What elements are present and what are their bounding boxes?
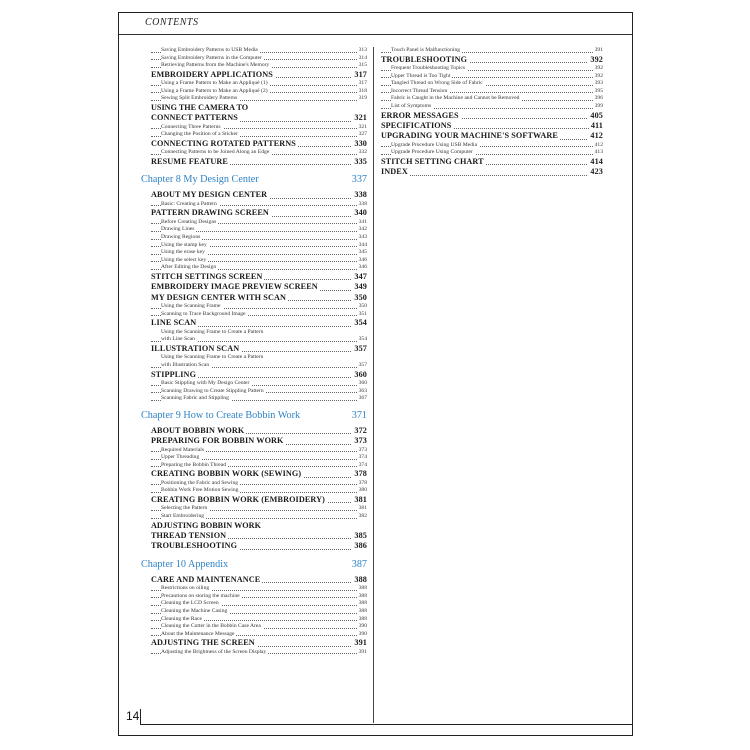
- toc-entry-title: Using the Scanning Frame to Create a Pattern: [161, 354, 264, 361]
- toc-entry-page: 381: [354, 494, 367, 504]
- toc-entry: [151, 531, 367, 541]
- toc-entry-page: 392: [594, 65, 603, 71]
- toc-entry: [151, 131, 367, 139]
- toc-entry: [151, 208, 367, 218]
- toc-entry: [151, 293, 367, 303]
- toc-entry: [151, 234, 367, 242]
- toc-entry: [151, 426, 367, 436]
- toc-entry-title: with Line Scan: [161, 336, 195, 343]
- toc-entry: [151, 103, 367, 113]
- toc-entry-title: Positioning the Fabric and Sewing: [161, 479, 239, 486]
- toc-entry: [151, 264, 367, 272]
- toc-entry-title: USING THE CAMERA TO: [151, 102, 249, 112]
- toc-entry: [151, 113, 367, 123]
- toc-entry-page: 340: [354, 208, 367, 218]
- toc-entry-title: Basic: Creating a Pattern: [161, 200, 217, 207]
- toc-chapter-entry: [141, 558, 367, 572]
- toc-entry-page: 371: [351, 409, 367, 421]
- toc-entry-title: Start Embroidering: [161, 512, 205, 519]
- toc-entry-page: 317: [354, 69, 367, 79]
- toc-entry: [151, 311, 367, 319]
- toc-entry-title: Saving Embroidery Patterns in the Computer: [161, 54, 262, 61]
- toc-entry-page: 388: [358, 600, 367, 607]
- toc-entry-page: 392: [594, 72, 603, 79]
- toc-entry: [151, 505, 367, 513]
- toc-entry-page: 374: [358, 461, 367, 468]
- toc-entry-page: 392: [590, 54, 603, 64]
- toc-entry-page: 411: [590, 120, 603, 130]
- toc-entry: [381, 149, 603, 157]
- toc-entry: [151, 480, 367, 488]
- toc-entry: [381, 95, 603, 103]
- toc-entry: [151, 380, 367, 388]
- toc-entry-page: 342: [358, 226, 367, 233]
- toc-entry-page: 405: [590, 110, 603, 120]
- toc-entry: [151, 575, 367, 585]
- toc-entry-title: Bobbin Work Free Motion Sewing: [161, 487, 239, 494]
- toc-entry-page: 349: [354, 282, 367, 292]
- toc-entry: [151, 616, 367, 624]
- toc-entry-page: 346: [358, 256, 367, 263]
- toc-entry: [151, 190, 367, 200]
- toc-entry: [151, 62, 367, 70]
- toc-entry: [151, 585, 367, 593]
- toc-entry-title: Upper Threading: [161, 454, 200, 461]
- toc-entry-title: Precautions on storing the machine: [161, 592, 240, 599]
- toc-entry: [151, 242, 367, 250]
- toc-entry-page: 354: [358, 336, 367, 343]
- toc-entry-title: Drawing Lines: [161, 226, 195, 233]
- toc-entry: [151, 513, 367, 521]
- toc-entry-page: 346: [358, 264, 367, 271]
- toc-entry: [151, 436, 367, 446]
- toc-entry: [151, 521, 367, 531]
- toc-entry: [151, 329, 367, 337]
- footer-rule: [140, 724, 633, 725]
- toc-entry-page: 385: [354, 530, 367, 540]
- toc-entry: [151, 282, 367, 292]
- toc-entry-page: 338: [354, 190, 367, 200]
- toc-entry-title: Using the select key: [161, 256, 207, 263]
- toc-entry: [151, 362, 367, 370]
- toc-entry: [381, 111, 603, 121]
- toc-entry-title: Using the stamp key: [161, 241, 207, 248]
- toc-entry-title: STITCH SETTINGS SCREEN: [151, 271, 263, 281]
- toc-entry-page: 330: [354, 138, 367, 148]
- toc-entry-page: 388: [358, 615, 367, 622]
- toc-entry: [381, 55, 603, 65]
- toc-entry-title: EMBROIDERY APPLICATIONS: [151, 69, 273, 79]
- toc-entry-page: 337: [351, 174, 367, 186]
- toc-entry-title: Frequent Troubleshooting Topics: [391, 65, 466, 71]
- toc-entry-title: Cleaning the LCD Screen: [161, 600, 219, 607]
- toc-entry-page: 319: [358, 95, 367, 102]
- toc-entry: [151, 47, 367, 55]
- toc-entry-page: 351: [358, 310, 367, 317]
- toc-entry-title: Sewing Split Embroidery Patterns: [161, 95, 238, 102]
- toc-entry-page: 399: [594, 102, 603, 109]
- toc-entry-title: Adjusting the Brightness of the Screen Display: [161, 648, 267, 655]
- toc-entry: [151, 139, 367, 149]
- toc-entry-page: 412: [594, 141, 603, 148]
- toc-entry-title: After Editing the Design: [161, 264, 217, 271]
- toc-entry-title: STIPPLING: [151, 369, 197, 379]
- toc-entry-title: PATTERN DRAWING SCREEN: [151, 208, 269, 218]
- toc-entry-page: 332: [358, 149, 367, 156]
- toc-entry-page: 390: [358, 623, 367, 630]
- toc-entry: [151, 149, 367, 157]
- toc-entry-title: Chapter 8 My Design Center: [141, 174, 259, 186]
- toc-entry-title: Selecting the Pattern: [161, 505, 208, 512]
- toc-entry-title: SPECIFICATIONS: [381, 120, 452, 130]
- toc-entry-title: STITCH SETTING CHART: [381, 156, 484, 166]
- toc-entry-title: Upgrade Procedure Using Computer: [391, 149, 473, 156]
- footer-tick: [140, 709, 141, 725]
- toc-entry-page: 414: [590, 156, 603, 166]
- toc-entry-page: 378: [358, 479, 367, 486]
- toc-entry: [381, 73, 603, 81]
- toc-entry-title: Using a Frame Pattern to Make an Appliqué (2): [161, 87, 268, 94]
- toc-entry: [151, 124, 367, 132]
- toc-entry-title: Basic Stippling with My Design Center: [161, 379, 250, 386]
- page-header-title: CONTENTS: [145, 17, 199, 28]
- toc-entry-page: 360: [354, 369, 367, 379]
- toc-entry-title: Tangled Thread on Wrong Side of Fabric: [391, 80, 483, 87]
- toc-entry-title: Using the Scanning Frame to Create a Pattern: [161, 328, 264, 335]
- column-divider: [373, 47, 374, 723]
- toc-chapter-entry: [141, 173, 367, 187]
- toc-entry-title: TROUBLESHOOTING: [151, 541, 238, 551]
- toc-entry: [151, 370, 367, 380]
- toc-entry-title: ERROR MESSAGES: [381, 110, 459, 120]
- toc-entry-page: 390: [358, 630, 367, 637]
- toc-entry-page: 350: [358, 303, 367, 310]
- toc-entry-title: INDEX: [381, 167, 408, 177]
- toc-entry: [151, 80, 367, 88]
- toc-entry: [151, 495, 367, 505]
- toc-entry-title: Before Creating Designs: [161, 218, 217, 225]
- toc-entry-title: Upper Thread is Too Tight: [391, 72, 451, 79]
- toc-entry-title: ABOUT MY DESIGN CENTER: [151, 190, 268, 200]
- toc-entry-title: Incorrect Thread Tension: [391, 87, 448, 94]
- toc-entry-page: 374: [358, 454, 367, 461]
- toc-entry-page: 373: [358, 446, 367, 453]
- toc-entry: [381, 167, 603, 177]
- toc-entry-title: CREATING BOBBIN WORK (EMBROIDERY): [151, 494, 325, 504]
- toc-entry: [151, 70, 367, 80]
- toc-entry-page: 357: [354, 343, 367, 353]
- toc-entry: [151, 623, 367, 631]
- toc-entry-title: UPGRADING YOUR MACHINE'S SOFTWARE: [381, 131, 558, 141]
- toc-entry-page: 317: [358, 80, 367, 87]
- toc-entry: [151, 226, 367, 234]
- toc-entry-title: CONNECT PATTERNS: [151, 113, 238, 123]
- toc-entry: [151, 631, 367, 639]
- toc-entry: [151, 157, 367, 167]
- toc-entry: [151, 608, 367, 616]
- toc-entry-title: TROUBLESHOOTING: [381, 54, 468, 64]
- toc-entry-title: MY DESIGN CENTER WITH SCAN: [151, 292, 286, 302]
- toc-entry-title: Upgrade Procedure Using USB Media: [391, 141, 478, 148]
- toc-entry-page: 345: [358, 249, 367, 256]
- toc-entry-page: 391: [358, 648, 367, 655]
- toc-entry: [151, 462, 367, 470]
- toc-entry-title: Scanning to Trace Background Image: [161, 310, 246, 317]
- toc-entry-title: Scanning Drawing to Create Stippling Pattern: [161, 387, 264, 394]
- toc-entry-title: Changing the Position of a Sticker: [161, 131, 238, 138]
- toc-entry-title: Scanning Fabric and Stippling: [161, 395, 229, 402]
- toc-entry-title: ADJUSTING THE SCREEN: [151, 638, 255, 648]
- toc-entry: [151, 469, 367, 479]
- toc-entry-page: 327: [358, 131, 367, 138]
- toc-entry-title: Chapter 9 How to Create Bobbin Work: [141, 409, 301, 421]
- toc-entry-page: 391: [354, 638, 367, 648]
- toc-entry-page: 412: [590, 131, 603, 141]
- toc-entry: [151, 257, 367, 265]
- toc-entry-title: Connecting Three Patterns: [161, 123, 221, 130]
- toc-entry-page: 372: [354, 425, 367, 435]
- toc-entry-page: 341: [358, 218, 367, 225]
- toc-entry-title: Retrieving Patterns from the Machine's Memory: [161, 62, 270, 69]
- toc-entry-title: Chapter 10 Appendix: [141, 558, 229, 570]
- toc-entry-title: EMBROIDERY IMAGE PREVIEW SCREEN: [151, 282, 318, 292]
- toc-entry: [151, 249, 367, 257]
- toc-entry: [151, 447, 367, 455]
- toc-entry: [151, 88, 367, 96]
- toc-right-column: [381, 47, 603, 178]
- dot-leader: [381, 175, 603, 176]
- toc-entry-page: 388: [358, 607, 367, 614]
- toc-entry-page: 314: [358, 54, 367, 61]
- toc-entry: [151, 344, 367, 354]
- toc-entry-page: 335: [354, 156, 367, 166]
- toc-entry-page: 388: [358, 585, 367, 592]
- toc-entry-title: About the Maintenance Message: [161, 630, 235, 637]
- toc-entry-page: 386: [354, 541, 367, 551]
- toc-entry-page: 391: [594, 47, 603, 53]
- toc-entry-page: 343: [358, 233, 367, 240]
- toc-entry-page: 378: [354, 469, 367, 479]
- toc-entry-title: List of Symptoms: [391, 102, 432, 109]
- toc-entry-page: 360: [358, 379, 367, 386]
- toc-entry-title: Cleaning the Machine Casing: [161, 607, 228, 614]
- toc-entry-title: CREATING BOBBIN WORK (SEWING): [151, 469, 302, 479]
- toc-entry: [151, 600, 367, 608]
- toc-entry-page: 367: [358, 395, 367, 402]
- toc-entry-page: 395: [594, 87, 603, 94]
- toc-chapter-entry: [141, 409, 367, 423]
- toc-entry-page: 393: [594, 80, 603, 87]
- toc-entry-page: 381: [358, 505, 367, 512]
- toc-entry-page: 350: [354, 292, 367, 302]
- toc-entry-title: Preparing the Bobbin Thread: [161, 461, 226, 468]
- toc-entry-page: 387: [351, 558, 367, 570]
- toc-entry: [381, 142, 603, 150]
- toc-entry-title: Cleaning the Cutter in the Bobbin Case Area: [161, 623, 261, 630]
- toc-entry-title: Using a Frame Pattern to Make an Appliqué (1): [161, 80, 268, 87]
- toc-entry-page: 318: [358, 87, 367, 94]
- toc-entry-title: ABOUT BOBBIN WORK: [151, 425, 245, 435]
- toc-entry-page: 388: [358, 592, 367, 599]
- toc-entry: [151, 454, 367, 462]
- toc-entry-page: 347: [354, 271, 367, 281]
- toc-entry: [151, 487, 367, 495]
- toc-entry: [151, 55, 367, 63]
- toc-entry-title: PREPARING FOR BOBBIN WORK: [151, 436, 284, 446]
- toc-entry: [151, 649, 367, 657]
- toc-entry-title: Connecting Patterns to be Joined Along an Edge: [161, 149, 270, 156]
- toc-entry-page: 373: [354, 436, 367, 446]
- toc-entry-title: RESUME FEATURE: [151, 156, 228, 166]
- toc-entry-page: 363: [358, 387, 367, 394]
- toc-entry-title: ADJUSTING BOBBIN WORK: [151, 520, 261, 530]
- toc-page: [118, 12, 633, 736]
- toc-entry-page: 354: [354, 318, 367, 328]
- toc-entry-page: 396: [594, 95, 603, 102]
- toc-entry-title: Required Materials: [161, 446, 205, 453]
- toc-entry: [381, 47, 603, 55]
- toc-entry-title: Touch Panel is Malfunctioning: [391, 47, 461, 53]
- toc-entry-page: 423: [590, 167, 603, 177]
- toc-entry: [381, 103, 603, 111]
- toc-entry-page: 344: [358, 241, 367, 248]
- toc-entry-title: THREAD TENSION: [151, 530, 227, 540]
- toc-entry-page: 357: [358, 361, 367, 368]
- toc-entry: [151, 272, 367, 282]
- toc-entry-title: Using the erase key: [161, 249, 205, 256]
- page-number: 14: [126, 709, 140, 723]
- toc-entry-page: 413: [594, 149, 603, 156]
- toc-entry-title: Restrictions on oiling: [161, 585, 210, 592]
- toc-entry-page: 315: [358, 62, 367, 69]
- toc-entry: [381, 65, 603, 73]
- toc-entry-page: 382: [358, 512, 367, 519]
- toc-entry: [151, 95, 367, 103]
- toc-entry-title: LINE SCAN: [151, 318, 197, 328]
- toc-entry: [381, 80, 603, 88]
- toc-entry: [151, 336, 367, 344]
- toc-entry-page: 380: [358, 487, 367, 494]
- toc-entry: [151, 395, 367, 403]
- toc-entry-title: Using the Scanning Frame: [161, 303, 221, 310]
- toc-entry-title: ILLUSTRATION SCAN: [151, 343, 240, 353]
- toc-entry-title: Drawing Regions: [161, 233, 201, 240]
- toc-entry-page: 338: [358, 200, 367, 207]
- toc-left-column: [141, 47, 367, 656]
- toc-entry-page: 321: [358, 123, 367, 130]
- toc-entry: [381, 157, 603, 167]
- toc-entry: [151, 541, 367, 551]
- toc-entry-title: Saving Embroidery Patterns to USB Media: [161, 47, 258, 53]
- toc-entry-title: CONNECTING ROTATED PATTERNS: [151, 138, 296, 148]
- toc-entry: [151, 354, 367, 362]
- toc-entry: [151, 388, 367, 396]
- toc-entry: [381, 88, 603, 96]
- toc-entry-title: Fabric is Caught in the Machine and Cannot be Removed: [391, 95, 520, 102]
- toc-entry: [151, 593, 367, 601]
- toc-entry: [381, 121, 603, 131]
- toc-entry-page: 313: [358, 47, 367, 53]
- toc-entry: [151, 638, 367, 648]
- toc-entry-title: Cleaning the Race: [161, 615, 203, 622]
- toc-entry: [151, 201, 367, 209]
- toc-entry: [151, 303, 367, 311]
- toc-entry-page: 388: [354, 574, 367, 584]
- toc-entry-title: CARE AND MAINTENANCE: [151, 574, 261, 584]
- toc-entry: [151, 219, 367, 227]
- toc-entry: [381, 131, 603, 141]
- toc-entry-page: 321: [354, 113, 367, 123]
- toc-entry-title: with Illustration Scan: [161, 361, 210, 368]
- toc-entry: [151, 318, 367, 328]
